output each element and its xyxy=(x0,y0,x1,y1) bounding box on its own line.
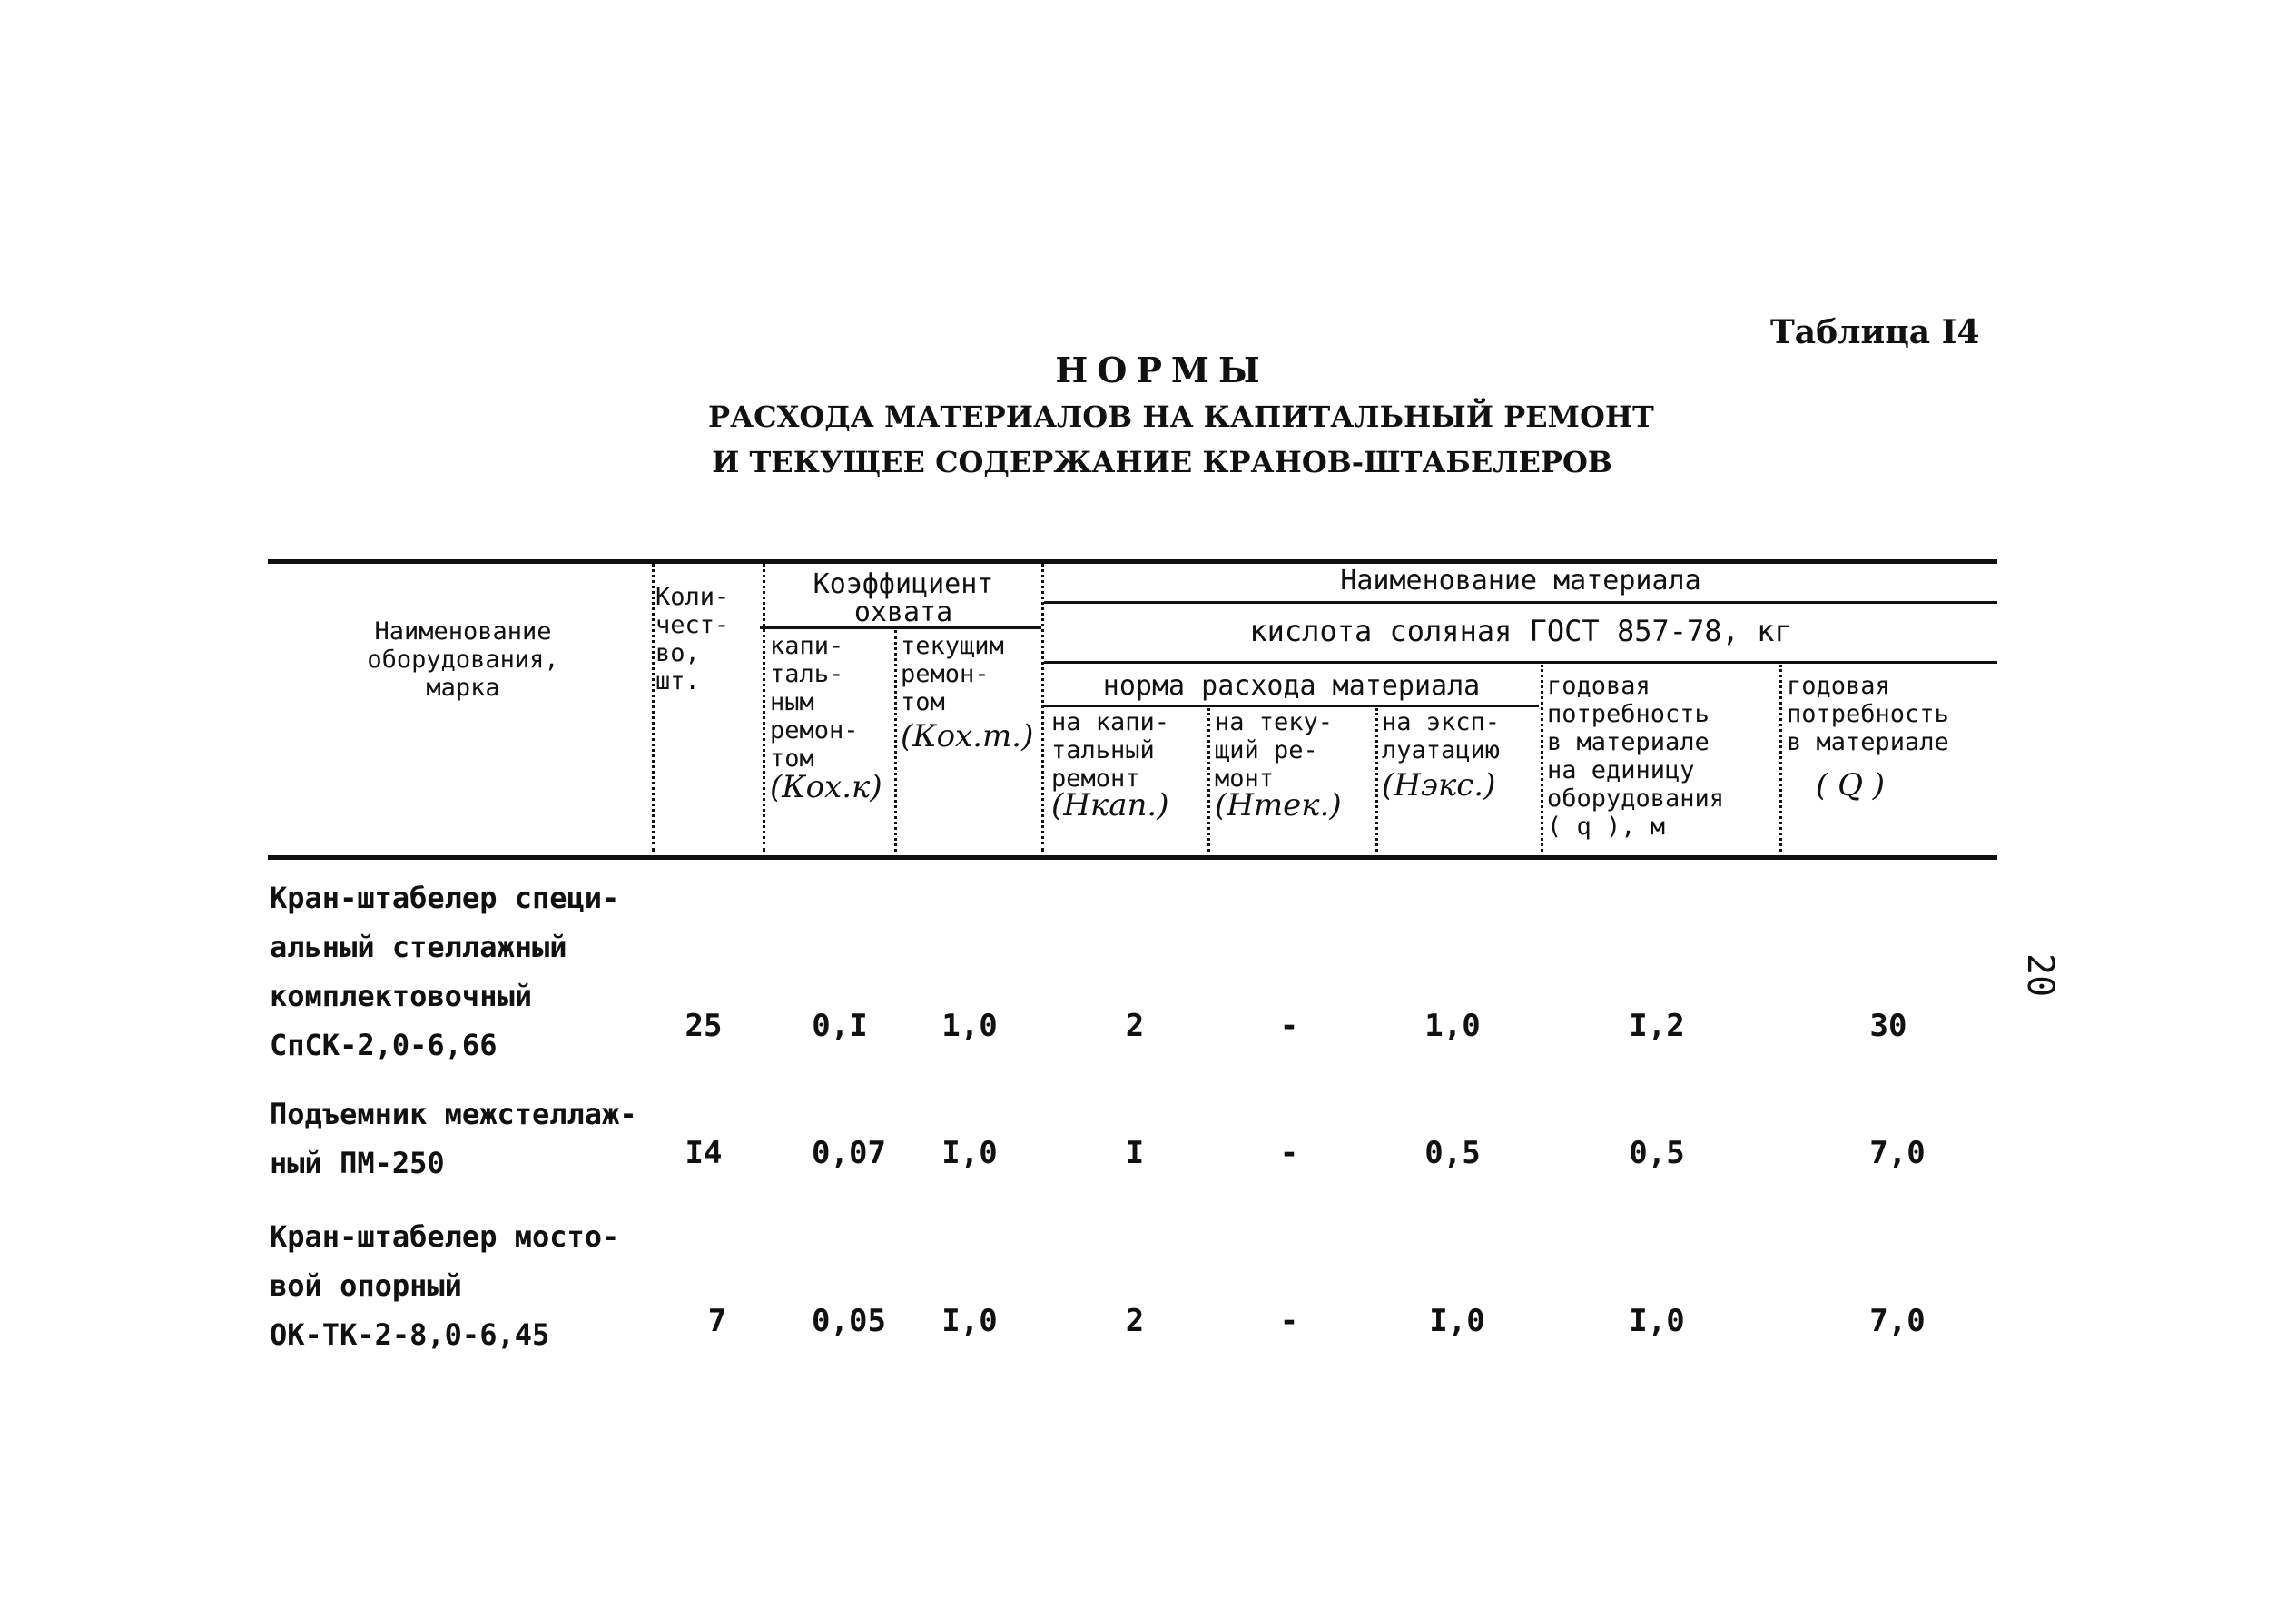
row-3-q-unit: I,0 xyxy=(1629,1303,1685,1339)
row-3-name: Кран-штабелер мосто- вой опорный ОК-ТК-2-8,0-6,45 xyxy=(270,1219,620,1352)
row-1-qty: 25 xyxy=(685,1008,723,1044)
header-coef: Коэффициент охвата xyxy=(813,568,994,628)
col-sep-1 xyxy=(652,563,655,852)
page-number: 20 xyxy=(2019,953,2061,998)
header-norm-exp-sym xyxy=(1382,767,1496,804)
header-quantity: Коли- чест- во, шт. xyxy=(655,583,730,695)
header-material-name: Наименование материала xyxy=(1340,565,1701,597)
header-coef-cur: текущим ремон- том xyxy=(901,632,1004,716)
header-norm-cur: на теку- щий ре- монт xyxy=(1215,708,1334,793)
header-norm-cur-sym xyxy=(1215,787,1342,823)
annual-total-symbol: ( Q ) xyxy=(1816,767,1886,804)
row-1-k-cap: 0,I xyxy=(812,1008,868,1044)
norm-rule xyxy=(1044,705,1539,707)
row-3-n-cur: - xyxy=(1279,1303,1299,1339)
header-norm: норма расхода материала xyxy=(1102,670,1481,702)
header-norm-cap: на капи- тальный ремонт xyxy=(1051,708,1170,793)
header-annual-total: годовая потребность в материале xyxy=(1787,672,1949,756)
row-1-q-total: 30 xyxy=(1869,1008,1907,1044)
coef-cur-symbol: (Кох.т.) xyxy=(901,718,1034,754)
header-norm-exp: на эксп- луатацию xyxy=(1382,708,1501,764)
row-2-name: Подъемник межстеллаж- ный ПМ-250 xyxy=(270,1097,637,1180)
header-coef-cur-sym xyxy=(901,718,1034,754)
header-bottom-rule xyxy=(268,855,1997,860)
col-sep-3 xyxy=(894,630,897,852)
row-1-n-cur: - xyxy=(1279,1008,1299,1044)
header-coef-cap: капи- таль- ным ремон- том xyxy=(770,632,859,773)
row-3-q-total: 7,0 xyxy=(1869,1303,1926,1339)
row-3-k-cap: 0,05 xyxy=(812,1303,886,1339)
col-sep-8 xyxy=(1779,665,1782,852)
row-1-name: Кран-штабелер специ- альный стеллажный комплектовочный СпСК-2,0-6,66 xyxy=(270,881,620,1062)
row-1-k-cur: 1,0 xyxy=(941,1008,998,1044)
table-top-rule-right xyxy=(1775,559,1993,564)
norm-cap-symbol: (Нкап.) xyxy=(1051,787,1169,823)
row-2-qty: I4 xyxy=(685,1135,723,1171)
table-top-rule xyxy=(268,559,1997,564)
row-3-k-cur: I,0 xyxy=(941,1303,998,1339)
col-sep-5 xyxy=(1207,708,1210,852)
col-sep-4 xyxy=(1041,563,1044,852)
row-1-q-unit: I,2 xyxy=(1629,1008,1685,1044)
col-sep-2 xyxy=(763,563,765,852)
material-rule xyxy=(1044,661,1997,664)
coef-cap-symbol: (Кох.к) xyxy=(770,769,882,805)
row-1-n-cap: 2 xyxy=(1125,1008,1145,1044)
col-sep-7 xyxy=(1541,665,1543,852)
row-2-q-total: 7,0 xyxy=(1869,1135,1926,1171)
row-3-n-cap: 2 xyxy=(1125,1303,1145,1339)
norm-cur-symbol: (Нтек.) xyxy=(1215,787,1342,823)
material-name-rule xyxy=(1044,601,1997,604)
header-coef-cap-sym xyxy=(770,769,882,805)
table-subtitle-line2: И ТЕКУЩЕЕ СОДЕРЖАНИЕ КРАНОВ-ШТАБЕЛЕРОВ xyxy=(712,445,1612,479)
row-2-q-unit: 0,5 xyxy=(1629,1135,1685,1171)
header-annual-total-sym xyxy=(1816,767,1886,804)
row-2-n-cur: - xyxy=(1279,1135,1299,1171)
header-equipment: Наименование оборудования, марка xyxy=(367,617,559,702)
table-title: НОРМЫ xyxy=(1055,350,1269,390)
header-material: кислота соляная ГОСТ 857-78, кг xyxy=(1249,614,1792,648)
row-2-k-cap: 0,07 xyxy=(812,1135,886,1171)
table-subtitle-line1: РАСХОДА МАТЕРИАЛОВ НА КАПИТАЛЬНЫЙ РЕМОНТ xyxy=(708,399,1654,434)
table-label: Таблица I4 xyxy=(1770,313,1980,351)
row-3-n-exp: I,0 xyxy=(1429,1303,1485,1339)
row-3-qty: 7 xyxy=(707,1303,727,1339)
row-2-k-cur: I,0 xyxy=(941,1135,998,1171)
norm-exp-symbol: (Нэкс.) xyxy=(1382,767,1496,804)
col-sep-6 xyxy=(1375,708,1378,852)
header-norm-cap-sym xyxy=(1051,787,1169,823)
row-2-n-exp: 0,5 xyxy=(1424,1135,1481,1171)
row-1-n-exp: 1,0 xyxy=(1424,1008,1481,1044)
row-2-n-cap: I xyxy=(1125,1135,1145,1171)
header-annual-unit: годовая потребность в материале на единицу оборудования ( q ), м xyxy=(1547,672,1725,841)
